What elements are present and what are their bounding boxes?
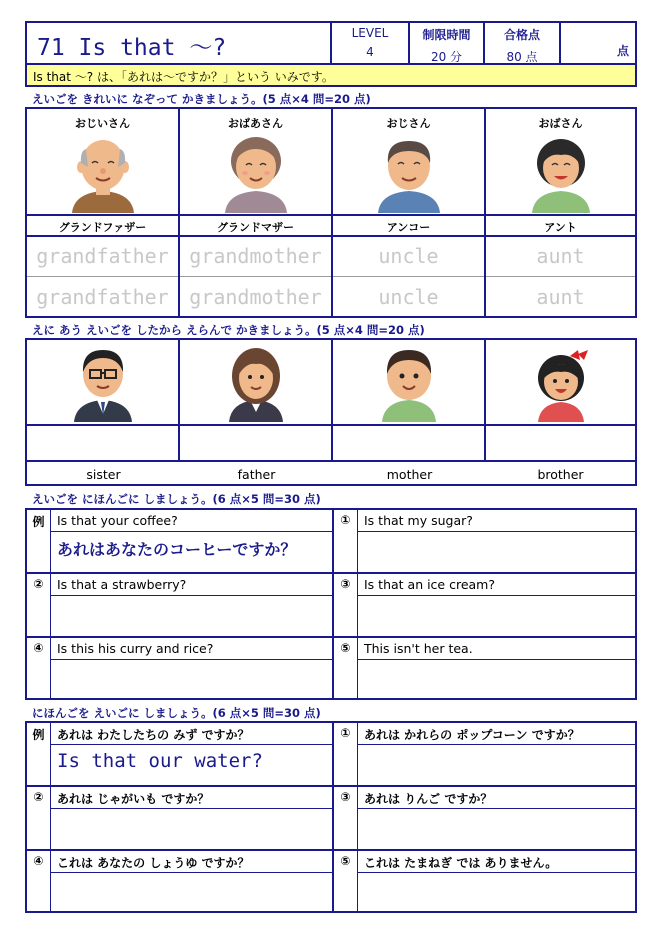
kana-reading: グランドファザー [58,221,147,234]
question-cell [27,638,332,698]
jp-word: おばあさん [228,117,283,130]
match-cell-1 [27,340,180,460]
question-number: ② [27,574,51,636]
level-box [332,23,410,63]
match-cell-3 [333,340,486,460]
question-row [27,787,635,851]
jp-word: おじさん [386,117,431,130]
time-limit-label: 制限時間 [422,28,471,42]
question-number: ④ [27,851,51,911]
question-number: ④ [27,638,51,698]
en-to-jp-table [25,508,637,700]
question-text: あれは じゃがいも ですか？ [51,787,332,809]
answer-text[interactable]: Is that our water? [57,750,263,772]
question-number: ③ [334,574,358,636]
grandmother-icon [219,133,293,213]
question-row [27,510,635,574]
question-text: Is that your coffee? [51,510,332,532]
jp-to-en-table [25,721,637,913]
question-cell [27,851,332,911]
question-number: ① [334,723,358,785]
passing-score-label: 合格点 [503,28,540,42]
boy-icon [374,344,444,422]
trace-word-2[interactable]: grandmother [189,285,322,309]
question-cell [332,851,635,911]
level-label: LEVEL [351,26,389,40]
question-cell [332,638,635,698]
question-text: あれは かれらの ポップコーン ですか？ [358,723,635,745]
question-cell [332,510,635,572]
score-box[interactable] [561,23,635,63]
grandfather-icon [66,133,140,213]
jp-word: おじいさん [75,117,130,130]
question-text: あれは りんご ですか？ [358,787,635,809]
question-number: 例 [27,723,51,785]
section4-instruction: にほんごを えいごに しましょう。(6 点×5 問=30 点) [32,706,321,720]
level-value: 4 [366,45,374,59]
question-text: Is that a strawberry? [51,574,332,596]
question-row [27,574,635,638]
word-bank-item: father [237,467,276,482]
passing-score-value: 80 点 [506,50,538,64]
time-limit-box [410,23,485,63]
word-bank-item: brother [537,467,584,482]
question-number: ② [27,787,51,849]
question-text: あれは わたしたちの みず ですか？ [51,723,332,745]
jp-word: おばさん [538,117,583,130]
aunt-icon [524,133,598,213]
kana-reading: アンコー [386,221,431,234]
man-in-suit-icon [68,344,138,422]
grammar-description: Is that ～? は、「あれは～ですか？」という いみです。 [25,65,637,87]
trace-word-2[interactable]: uncle [378,285,439,309]
question-cell [27,510,332,572]
trace-word-1[interactable]: aunt [536,244,585,268]
kana-reading: グランドマザー [217,221,294,234]
woman-in-suit-icon [221,344,291,422]
question-cell [332,574,635,636]
question-cell [332,787,635,849]
question-cell [27,723,332,785]
match-cell-4 [486,340,635,460]
trace-column-uncle [333,109,486,316]
question-text: Is that my sugar? [358,510,635,532]
trace-word-1[interactable]: grandfather [36,244,169,268]
trace-word-2[interactable]: aunt [536,285,585,309]
worksheet-header [25,21,637,65]
trace-column-aunt [486,109,635,316]
section1-instruction: えいごを きれいに なぞって かきましょう。(5 点×4 問=20 点) [32,92,371,106]
question-number: ⑤ [334,638,358,698]
girl-icon [526,344,596,422]
time-limit-value: 20 分 [430,50,463,64]
word-bank-item: mother [386,467,433,482]
question-number: ⑤ [334,851,358,911]
picture-match-grid [25,338,637,462]
passing-score-box [485,23,561,63]
question-text: This isn't her tea. [358,638,635,660]
question-text: これは あなたの しょうゆ ですか？ [51,851,332,873]
uncle-icon [372,133,446,213]
page-title: 71 Is that ～? [27,23,332,63]
question-text: Is that an ice cream? [358,574,635,596]
trace-word-1[interactable]: uncle [378,244,439,268]
trace-word-1[interactable]: grandmother [189,244,322,268]
question-number: 例 [27,510,51,572]
word-bank-item: sister [86,467,121,482]
section3-instruction: えいごを にほんごに しましょう。(6 点×5 問=30 点) [32,492,321,506]
question-number: ③ [334,787,358,849]
question-cell [27,574,332,636]
question-row [27,638,635,698]
question-number: ① [334,510,358,572]
question-text: これは たまねぎ では ありません。 [358,851,635,873]
word-bank [25,462,637,486]
question-cell [27,787,332,849]
trace-column-grandfather [27,109,180,316]
trace-column-grandmother [180,109,333,316]
question-cell [332,723,635,785]
match-cell-2 [180,340,333,460]
trace-word-2[interactable]: grandfather [36,285,169,309]
score-unit: 点 [616,44,629,58]
question-text: Is this his curry and rice? [51,638,332,660]
section2-instruction: えに あう えいごを したから えらんで かきましょう。(5 点×4 問=20 点) [32,323,425,337]
question-row [27,851,635,911]
question-row [27,723,635,787]
tracing-grid [25,107,637,318]
answer-text[interactable]: あれはあなたのコーヒーですか？ [57,540,297,559]
kana-reading: アント [544,221,577,234]
